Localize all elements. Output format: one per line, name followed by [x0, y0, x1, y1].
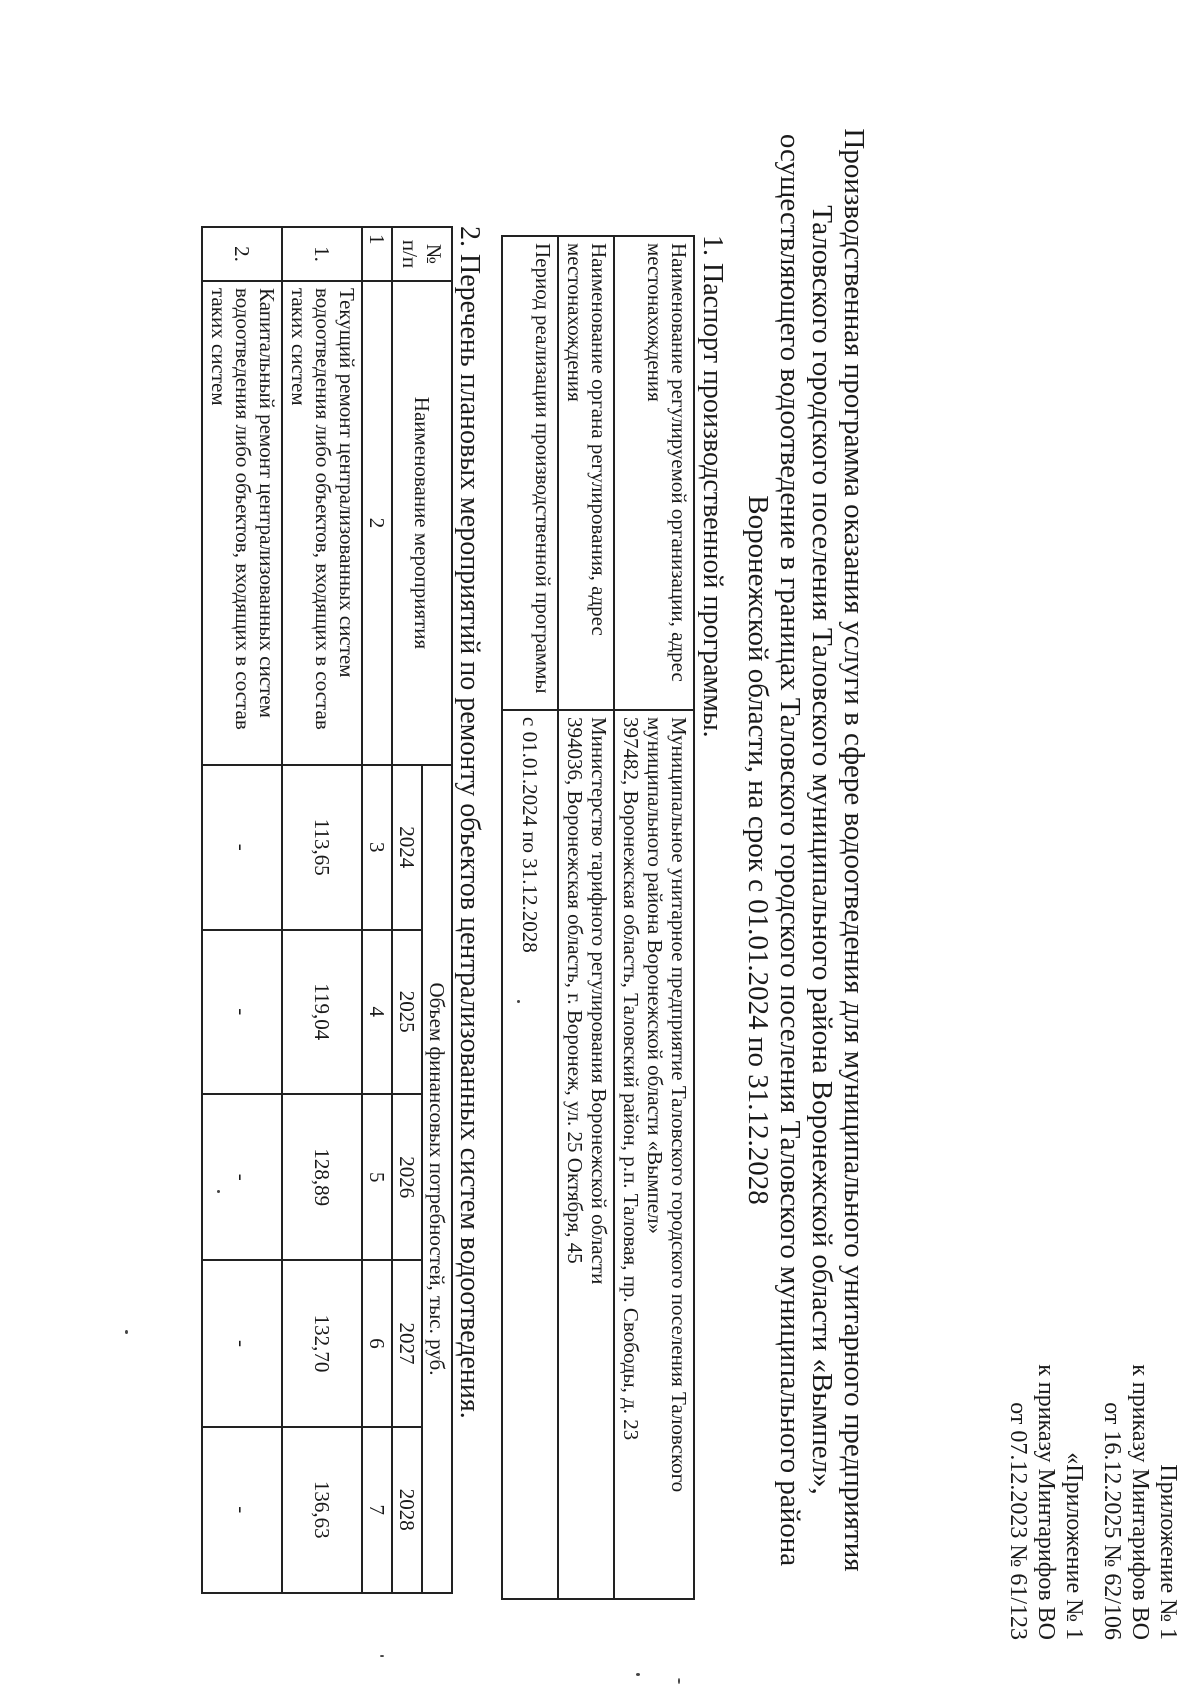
col-number: 4 [362, 930, 392, 1095]
row-value-2027: 132,70 [282, 1260, 362, 1426]
row-value-2028: 136,63 [282, 1427, 362, 1593]
passport-value-regulator-name: Министерство тарифного регулирования Воронежской области [587, 717, 611, 1285]
scan-speck [636, 1673, 640, 1676]
column-number-row [362, 227, 392, 1593]
title-line3: осуществляющего водоотведение в границах Таловского городского поселения Таловского муниципального района [774, 133, 806, 1567]
row-value-2026: 128,89 [282, 1094, 362, 1260]
table-row [502, 236, 558, 1599]
col-header-number: № п/п [392, 227, 452, 281]
col-number: 2 [362, 281, 392, 765]
col-number: 1 [362, 227, 392, 281]
row-value-2025: 119,04 [282, 930, 362, 1095]
passport-label-organization: Наименование регулируемой организации, адрес местонахождения [614, 236, 694, 710]
passport-label-regulator: Наименование органа регулирования, адрес местонахождения [558, 236, 614, 710]
appendix-previous-line3: от 07.12.2023 № 61/123 [1005, 1402, 1031, 1640]
appendix-current-block [1098, 1250, 1182, 1640]
appendix-previous-line2: к приказу Минтарифов ВО [1033, 1364, 1059, 1640]
col-number: 7 [362, 1427, 392, 1593]
appendix-previous-line1: «Приложение № 1 [1061, 1452, 1087, 1640]
passport-value-regulator-address: 394036, Воронежская область, г. Воронеж, ул. 25 Октября, 45 [563, 717, 587, 1264]
col-header-year-2028: 2028 [392, 1427, 422, 1593]
col-number: 3 [362, 765, 392, 930]
scan-speck [380, 1655, 384, 1657]
passport-value-period: с 01.01.2024 по 31.12.2028 [502, 710, 558, 1599]
table-row [282, 227, 362, 1593]
col-header-year-2024: 2024 [392, 765, 422, 930]
table-row [614, 236, 694, 1599]
passport-value-organization [614, 710, 694, 1599]
row-value-2024: 113,65 [282, 765, 362, 930]
col-number: 6 [362, 1260, 392, 1426]
appendix-previous-block [1004, 1250, 1088, 1640]
appendix-current-line2: к приказу Минтарифов ВО [1127, 1364, 1153, 1640]
passport-value-organization-address: 397482, Воронежская область, Таловский район, р.п. Таловая, пр. Свободы, д. 23 [619, 717, 643, 1441]
scan-speck [125, 1330, 128, 1334]
row-value-2024: - [202, 765, 282, 930]
row-number: 1. [282, 227, 362, 281]
passport-table-wrapper [501, 235, 695, 1600]
row-value-2027: - [202, 1260, 282, 1426]
col-header-year-2025: 2025 [392, 930, 422, 1095]
scan-speck [678, 1678, 680, 1684]
title-line2: Таловского городского поселения Таловского муниципального района Воронежской области «Вымпел», [806, 205, 838, 1495]
passport-value-regulator [558, 710, 614, 1599]
table-row [558, 236, 614, 1599]
col-header-name: Наименование мероприятия [392, 281, 452, 765]
title-line4: Воронежской области, на срок с 01.01.2024 по 31.12.2028 [742, 495, 774, 1205]
section1-heading: 1. Паспорт производственной программы. [697, 235, 728, 738]
repair-plan-table [201, 226, 453, 1594]
row-name: Капитальный ремонт централизованных систем водоотведения либо объектов, входящих в состав таких систем [202, 281, 282, 765]
col-header-year-2026: 2026 [392, 1094, 422, 1260]
section2-heading: 2. Перечень плановых мероприятий по ремонту объектов централизованных систем водоотведения. [454, 226, 485, 1419]
col-header-year-2027: 2027 [392, 1260, 422, 1426]
row-value-2026: - [202, 1094, 282, 1260]
appendix-current-line3: от 16.12.2025 № 62/106 [1099, 1402, 1125, 1640]
table-row [202, 227, 282, 1593]
row-name: Текущий ремонт централизованных систем водоотведения либо объектов, входящих в состав таких систем [282, 281, 362, 765]
col-number: 5 [362, 1094, 392, 1260]
row-value-2025: - [202, 930, 282, 1095]
table-header-row [422, 227, 452, 1593]
document-title [742, 60, 870, 1640]
passport-value-organization-name: Муниципальное унитарное предприятие Таловского городского поселения Таловского муниципального района Воронежской области «Вымпел» [643, 717, 691, 1493]
scan-speck [517, 1000, 520, 1003]
row-value-2028: - [202, 1427, 282, 1593]
passport-table-body [501, 235, 695, 1600]
appendix-current-line1: Приложение № 1 [1155, 1464, 1181, 1640]
title-line1: Производственная программа оказания услуги в сфере водоотведения для муниципального унитарного предприятия [838, 128, 870, 1572]
passport-label-period: Период реализации производственной программы [502, 236, 558, 710]
row-number: 2. [202, 227, 282, 281]
scan-speck [217, 1190, 220, 1193]
col-header-financial-volume: Объем финансовых потребностей, тыс. руб. [422, 765, 452, 1593]
